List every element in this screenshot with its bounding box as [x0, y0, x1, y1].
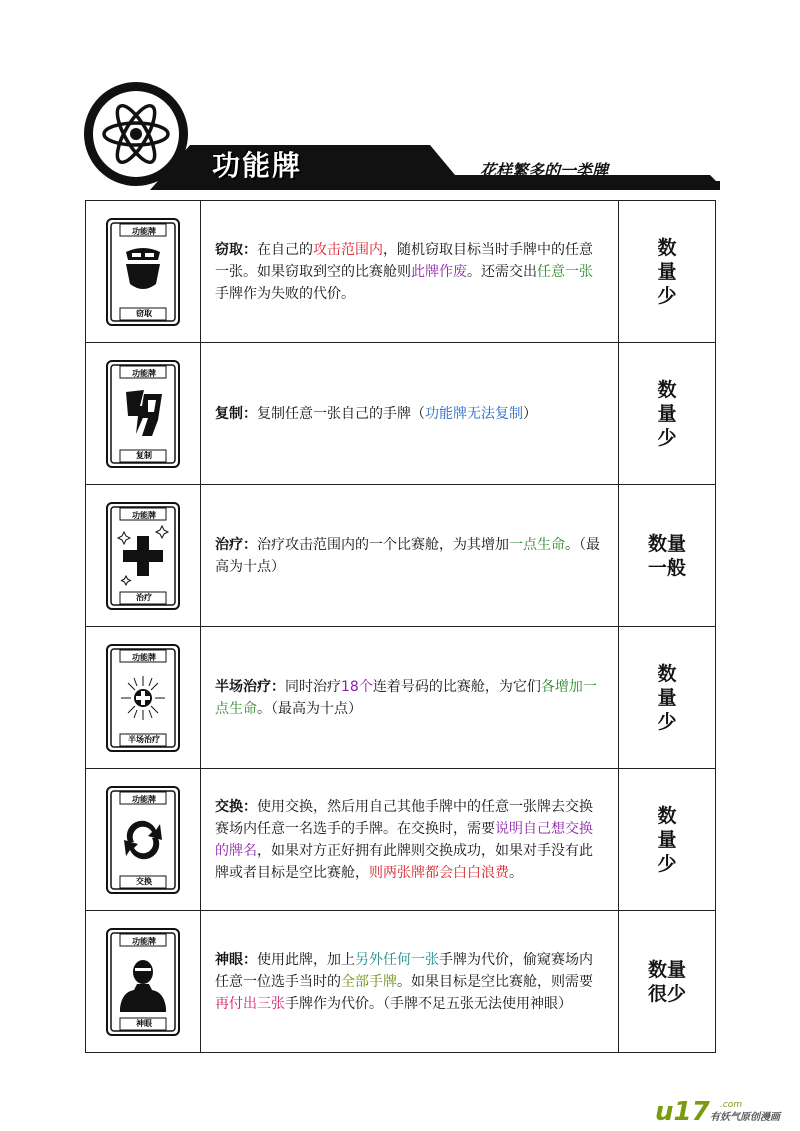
card-name: 半场治疗：: [215, 678, 285, 695]
description-segment: 同时治疗: [285, 678, 341, 695]
card-image-cell: [86, 627, 201, 768]
table-row: [86, 343, 715, 485]
description-segment: 则两张牌都会白白浪费: [369, 864, 509, 881]
page-title: 功能牌: [212, 149, 303, 182]
table-row: [86, 769, 715, 911]
card-name: 神眼：: [215, 951, 257, 968]
card-bottom-label: 复制: [136, 451, 152, 460]
card-top-label: 功能牌: [132, 511, 156, 520]
card-top-label: 功能牌: [132, 227, 156, 236]
quantity-cell: [618, 627, 715, 768]
site-logo-domain: .com: [720, 1100, 743, 1110]
card-name: 交换：: [215, 798, 257, 815]
description-segment: ）: [523, 405, 537, 422]
description-text: [215, 796, 604, 884]
description-segment: 18个: [341, 678, 373, 695]
description-text: [215, 403, 537, 425]
quantity-cell: [618, 911, 715, 1052]
quantity-cell: [618, 485, 715, 626]
description-segment: 使用此牌，加上: [257, 951, 355, 968]
description-segment: 各增加一点生命: [215, 678, 597, 717]
description-text: [215, 239, 604, 305]
site-logo-tagline: 有妖气原创漫画: [710, 1112, 780, 1123]
description-segment: 。如果目标是空比赛舱，则需要: [397, 973, 593, 990]
description-segment: 使用交换，然后用自己其他手牌中的任意一张牌去交换赛场内任意一名选手的手牌。在交换时，需要: [215, 798, 593, 837]
card-image-cell: [86, 201, 201, 342]
card-description: [201, 343, 618, 484]
card-name: 复制：: [215, 405, 257, 422]
description-text: [215, 534, 604, 578]
description-segment: 功能牌无法复制: [425, 405, 523, 422]
description-segment: 再付出三张: [215, 995, 285, 1012]
quantity-cell: [618, 769, 715, 910]
card-bottom-label: 治疗: [136, 593, 152, 602]
description-segment: 全部手牌: [341, 973, 397, 990]
description-segment: 说明自己想交换的牌名: [215, 820, 593, 859]
quantity-cell: [618, 343, 715, 484]
card-description: [201, 911, 618, 1052]
description-segment: 一点生命: [509, 536, 565, 553]
card-image-cell: [86, 769, 201, 910]
description-segment: 另外任何一张: [355, 951, 439, 968]
site-logo: u17: [655, 1097, 710, 1127]
description-text: [215, 949, 604, 1015]
quantity-text: 数量少: [657, 804, 677, 875]
table-row: [86, 485, 715, 627]
description-segment: 手牌作为失败的代价。: [215, 285, 355, 302]
description-segment: 复制任意一张自己的手牌（: [257, 405, 425, 422]
card-image-cell: [86, 485, 201, 626]
quantity-text: 数量少: [657, 662, 677, 733]
card-bottom-label: 半场治疗: [128, 735, 160, 744]
card-table: [85, 200, 716, 1053]
quantity-text: 数量一般: [647, 532, 686, 579]
description-segment: ，随机窃取目标当时手牌中的任意一张。如果窃取到空的比赛舱则: [215, 241, 593, 280]
card-bottom-label: 窃取: [136, 309, 152, 318]
card-name: 窃取：: [215, 241, 257, 258]
description-segment: 手牌为代价，偷窥赛场内任意一位选手当时的: [215, 951, 593, 990]
card-description: [201, 627, 618, 768]
card-bottom-label: 神眼: [136, 1019, 152, 1028]
card-description: [201, 769, 618, 910]
description-segment: 手牌作为代价。（手牌不足五张无法使用神眼）: [285, 995, 572, 1012]
card-top-label: 功能牌: [132, 937, 156, 946]
table-row: [86, 627, 715, 769]
description-segment: 此牌作废: [411, 263, 467, 280]
mask-icon: [126, 248, 160, 289]
card-description: [201, 485, 618, 626]
description-segment: 。（最高为十点）: [257, 700, 362, 717]
table-row: [86, 911, 715, 1052]
quantity-text: 数量少: [657, 236, 677, 307]
description-segment: 连着号码的比赛舱，为它们: [372, 678, 541, 695]
quantity-cell: [618, 201, 715, 342]
card-image-cell: [86, 911, 201, 1052]
description-segment: 在自己的: [257, 241, 313, 258]
description-segment: 任意一张: [537, 263, 593, 280]
card-name: 治疗：: [215, 536, 257, 553]
description-text: [215, 676, 604, 720]
description-segment: 治疗攻击范围内的一个比赛舱，为其增加: [257, 536, 509, 553]
card-bottom-label: 交换: [136, 877, 152, 886]
card-image-cell: [86, 343, 201, 484]
quantity-text: 数量少: [657, 378, 677, 449]
card-top-label: 功能牌: [132, 653, 156, 662]
quantity-text: 数量很少: [647, 958, 686, 1005]
table-row: [86, 201, 715, 343]
page-subtitle: 花样繁多的一类牌: [480, 161, 609, 180]
description-segment: 。（最高为十点）: [215, 536, 600, 575]
description-segment: ，如果对方正好拥有此牌则交换成功，如果对手没有此牌或者目标是空比赛舱，: [215, 842, 593, 881]
card-description: [201, 201, 618, 342]
card-top-label: 功能牌: [132, 795, 156, 804]
card-top-label: 功能牌: [132, 369, 156, 378]
description-segment: 攻击范围内: [313, 241, 383, 258]
description-segment: 。还需交出: [467, 263, 537, 280]
description-segment: 。: [509, 864, 523, 881]
